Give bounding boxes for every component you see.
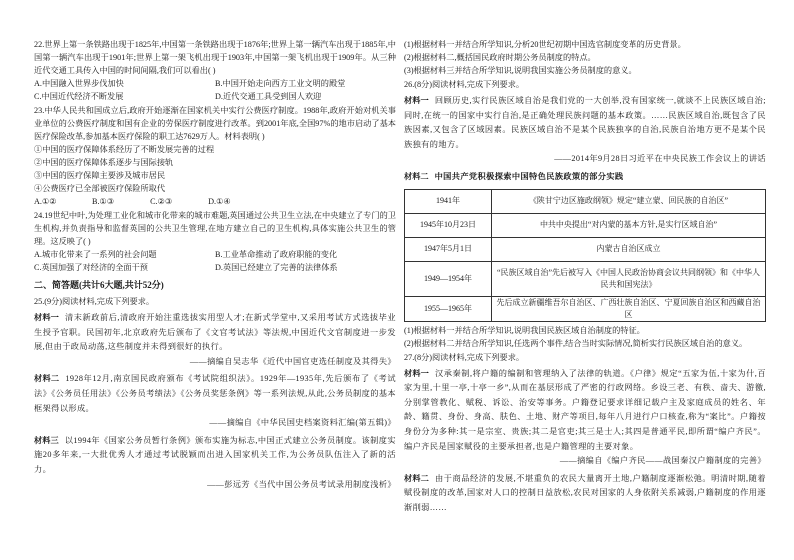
material-text: 以1994年《国家公务员暂行条例》颁布实施为标志,中国正式建立公务员制度。该制度实施20多年来,一大批优秀人才通过考试脱颖而出进入国家机关工作,为公务员队伍注入了新的活力。 xyxy=(34,435,396,474)
table-cell-event: 内蒙古自治区成立 xyxy=(492,237,766,261)
material-label: 材料一 xyxy=(34,313,59,322)
material-source: ——摘编自《中华民国史档案资料汇编(第五辑)》 xyxy=(209,418,396,428)
answer-options xyxy=(34,195,396,208)
table-cell-event: 《陕甘宁边区施政纲领》规定“建立蒙、回民族的自治区” xyxy=(492,189,766,213)
question-22 xyxy=(34,38,396,103)
policy-table xyxy=(404,189,766,322)
question-stem: 26.(8分)阅读材料,完成下列要求。 xyxy=(404,80,525,89)
statement-4: ④公费医疗已全部被医疗保险所取代 xyxy=(34,184,166,193)
table-cell-event: “民族区域自治”先后被写入《中国人民政治协商会议共同纲领》和《中华人民共和国宪法》 xyxy=(492,261,766,296)
table-row xyxy=(405,261,766,296)
option-b: B.①③ xyxy=(92,197,115,206)
question-stem: 24.19世纪中叶,为处理工业化和城市化带来的城市难题,英国通过公共卫生立法,在中央建立了专门的卫生机构,并负责指导和监督英国的公共卫生管理,在地方建立自己的卫生机构,具体实施公共卫生的管理。这反映了( ) xyxy=(34,211,396,246)
option-d: D.①④ xyxy=(208,197,231,206)
left-column xyxy=(34,38,396,493)
option-b: B.中国开始走向西方工业文明的殿堂 xyxy=(215,79,346,88)
table-cell-event: 中共中央提出“对内蒙的基本方针,是实行区域自治” xyxy=(492,213,766,237)
question-stem: 22.世界上第一条铁路出现于1825年,中国第一条铁路出现于1876年;世界上第一辆汽车出现于1885年,中国第一辆汽车出现于1901年;世界上第一架飞机出现于1903年,中国第一架飞机出现于1909年。从三种近代交通工具传入中国的时间间隔,我们可以看出( ) xyxy=(34,40,396,75)
question-25 xyxy=(34,295,396,492)
option-a: A.城市化带来了一系列的社会问题 xyxy=(34,250,157,259)
q25-material-3 xyxy=(34,434,396,492)
subquestion-2: (2)根据材料二,概括国民政府时期公务员制度的特点。 xyxy=(404,53,596,62)
options xyxy=(34,248,396,274)
table-cell-event: 先后成立新疆维吾尔自治区、广西壮族自治区、宁夏回族自治区和西藏自治区 xyxy=(492,296,766,321)
material-source: ——摘编自吴志华《近代中国官吏选任制度及其得失》 xyxy=(189,356,396,366)
table-cell-time: 1945年10月23日 xyxy=(405,213,492,237)
question-stem: 27.(8分)阅读材料,完成下列要求。 xyxy=(404,352,525,362)
q26-material-2-title xyxy=(404,170,766,185)
material-text: 由于商品经济的发展,不堪重负的农民大量离开土地,户籍制度逐渐松弛。明清时期,随着赋役制度的改革,国家对人口的控制日益放松,农民对国家的人身依附关系减弱,户籍制度的作用逐渐削弱…… xyxy=(404,473,766,512)
options xyxy=(34,77,396,103)
material-source: ——摘编自《编户齐民——战国秦汉户籍制度的完善》 xyxy=(559,456,766,466)
material-label: 材料一 xyxy=(404,96,429,105)
option-d: D.英国已经建立了完善的法律体系 xyxy=(215,263,338,272)
material-text: 汉承秦制,将户籍的编制和管理纳入了法律的轨道。《户律》规定“五家为伍,十家为什,百家为里,十里一亭,十亭一乡”,从而在基层形成了严密的行政网络。乡设三老、有秩、啬夫、游徼,分别掌管教化、赋税、诉讼、治安等事务。户籍登记要求详细记载户主及家庭成员的姓名、年龄、籍贯、身份、身高、肤色、土地、财产等项目,每年八月进行户口核查,称为“案比”。户籍按身份分为多种:其一是宗室、贵族;其二是官吏;其三是士人;其四是普通平民,即所谓“编户齐民”。编户齐民是国家赋役的主要承担者,也是户籍管理的主要对象。 xyxy=(404,368,766,451)
option-b: B.工业革命推动了政府职能的变化 xyxy=(215,250,338,259)
material-source: ——2014年9月28日习近平在中央民族工作会议上的讲话 xyxy=(554,154,766,164)
material-text: 1928年12月,南京国民政府颁布《考试院组织法》。1929年—1935年,先后颁布了《考试法》《公务员任用法》《公务员考绩法》《公务员奖惩条例》等一系列法规,从此,公务员制度的基本框架得以形成。 xyxy=(34,374,396,413)
material-text: 清末新政前后,清政府开始注重选拔实用型人才;在新式学堂中,又采用考试方式选拔毕业生授予官职。民国初年,北京政府先后颁布了《文官考试法》等法规,中国近代文官制度进一步发展,但由于政局动荡,这些制度并未得到很好的执行。 xyxy=(34,313,396,352)
q27-material-1 xyxy=(404,367,766,469)
material-label: 材料三 xyxy=(34,435,59,445)
table-cell-time: 1949—1954年 xyxy=(405,261,492,296)
subquestion-2: (2)根据材料二并结合所学知识,任选两个事件,结合当时实际情况,简析实行民族区域自治的意义。 xyxy=(404,338,748,348)
option-d: D.近代交通工具受到国人欢迎 xyxy=(215,92,322,101)
subquestion-1: (1)根据材料一并结合所学知识,说明我国民族区域自治制度的特征。 xyxy=(404,325,645,335)
statement-1: ①中国的医疗保障体系经历了不断发展完善的过程 xyxy=(34,145,215,154)
question-26 xyxy=(404,78,766,350)
material-source: ——彭远芳《当代中国公务员考试录用制度浅析》 xyxy=(207,479,396,489)
question-25-subquestions xyxy=(404,38,766,77)
material-text: 回顾历史,实行民族区域自治是我们党的一大创举,没有国家统一,就谈不上民族区域自治;同时,在统一的国家中实行自治,是正确处理民族问题的基本政策。……民族区域自治,既包含了民族因素,又包含了区域因素。民族区域自治不是某个民族独享的自治,民族自治地方更不是某个民族独有的地方。 xyxy=(404,96,766,149)
option-c: C.②③ xyxy=(150,197,173,206)
statement-list xyxy=(34,143,396,195)
table-row xyxy=(405,189,766,213)
material-label: 材料一 xyxy=(404,368,430,378)
question-stem: 23.中华人民共和国成立后,政府开始逐渐在国家机关中实行公费医疗制度。1988年,政府开始对机关事业单位的公费医疗制度和国有企业的劳保医疗制度进行改革。到2001年底,全国97%的地市启动了基本医疗保险改革,参加基本医疗保险的职工达7629万人。材料表明( ) xyxy=(34,106,396,141)
table-row xyxy=(405,213,766,237)
question-stem: 25.(9分)阅读材料,完成下列要求。 xyxy=(34,297,155,306)
material-title: 中国共产党积极探索中国特色民族政策的部分实践 xyxy=(434,171,624,181)
question-27 xyxy=(404,351,766,516)
material-label: 材料二 xyxy=(34,374,60,384)
subquestion-1: (1)根据材料一并结合所学知识,分析20世纪初期中国选官制度变革的历史背景。 xyxy=(404,40,686,49)
statement-3: ③中国的医疗保障主要涉及城市居民 xyxy=(34,171,166,180)
table-row xyxy=(405,237,766,261)
option-c: C.英国加强了对经济的全面干预 xyxy=(34,263,148,272)
subquestion-3: (3)根据材料三并结合所学知识,说明我国实施公务员制度的意义。 xyxy=(404,66,637,75)
q25-material-1 xyxy=(34,311,396,369)
table-cell-time: 1955—1965年 xyxy=(405,296,492,321)
q25-material-2 xyxy=(34,372,396,430)
q26-material-1 xyxy=(404,94,766,167)
option-c: C.中国近代经济不断发展 xyxy=(34,92,124,101)
table-cell-time: 1947年5月1日 xyxy=(405,237,492,261)
section-heading: 二、简答题(共计6大题,共计52分) xyxy=(34,280,164,290)
material-label: 材料二 xyxy=(404,473,430,483)
material-label: 材料二 xyxy=(404,171,429,181)
question-24 xyxy=(34,209,396,274)
table-cell-time: 1941年 xyxy=(405,189,492,213)
q27-material-2 xyxy=(404,472,766,516)
table-row xyxy=(405,296,766,321)
statement-2: ②中国的医疗保障体系逐步与国际接轨 xyxy=(34,158,174,167)
option-a: A.中国融入世界步伐加快 xyxy=(34,79,124,88)
question-23 xyxy=(34,104,396,208)
option-a: A.①② xyxy=(34,197,57,206)
right-column xyxy=(404,38,766,517)
